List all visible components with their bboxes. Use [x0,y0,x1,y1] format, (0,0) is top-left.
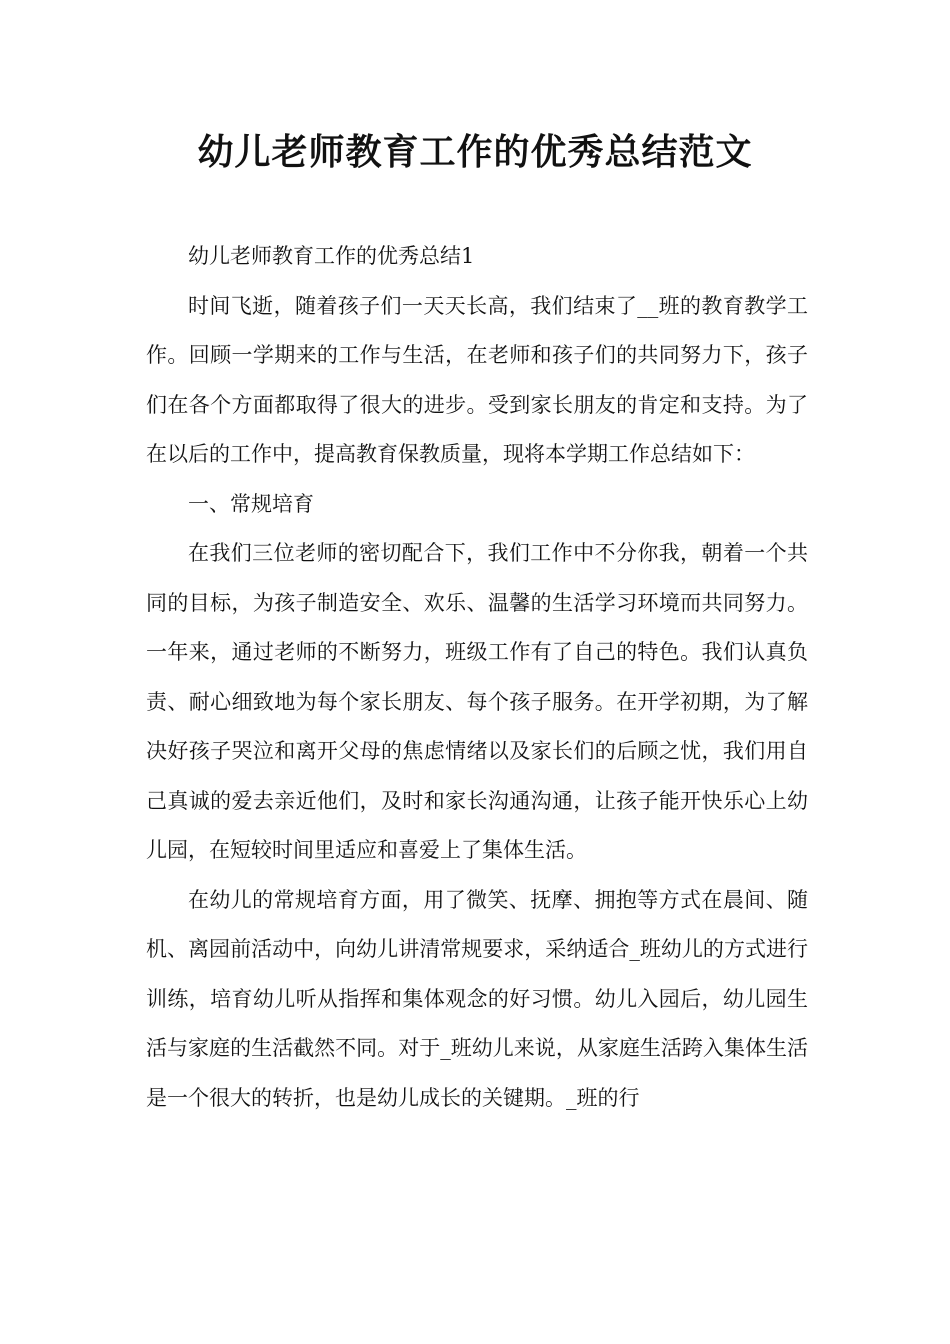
section-heading: 幼儿老师教育工作的优秀总结1 [188,244,475,268]
document-body [146,232,808,1123]
document-title: 幼儿老师教育工作的优秀总结范文 [197,131,753,173]
body-paragraph: 在幼儿的常规培育方面，用了微笑、抚摩、拥抱等方式在晨间、随机、离园前活动中，向幼儿讲清常规要求，采纳适合_班幼儿的方式进行训练，培育幼儿听从指挥和集体观念的好习惯。幼儿入园后，幼儿园生活与家庭的生活截然不同。对于_班幼儿来说，从家庭生活跨入集体生活是一个很大的转折，也是幼儿成长的关键期。_班的行 [146,887,808,1110]
section-heading: 一、常规培育 [188,491,314,516]
body-paragraph: 时间飞逝，随着孩子们一天天长高，我们结束了__班的教育教学工作。回顾一学期来的工作与生活，在老师和孩子们的共同努力下，孩子们在各个方面都取得了很大的进步。受到家长朋友的肯定和支持。为了在以后的工作中，提高教育保教质量，现将本学期工作总结如下： [146,293,808,466]
body-paragraph: 在我们三位老师的密切配合下，我们工作中不分你我，朝着一个共同的目标，为孩子制造安全、欢乐、温馨的生活学习环境而共同努力。一年来，通过老师的不断努力，班级工作有了自己的特色。我们认真负责、耐心细致地为每个家长朋友、每个孩子服务。在开学初期，为了解决好孩子哭泣和离开父母的焦虑情绪以及家长们的后顾之忧，我们用自己真诚的爱去亲近他们，及时和家长沟通沟通，让孩子能开快乐心上幼儿园，在短较时间里适应和喜爱上了集体生活。 [146,541,808,862]
